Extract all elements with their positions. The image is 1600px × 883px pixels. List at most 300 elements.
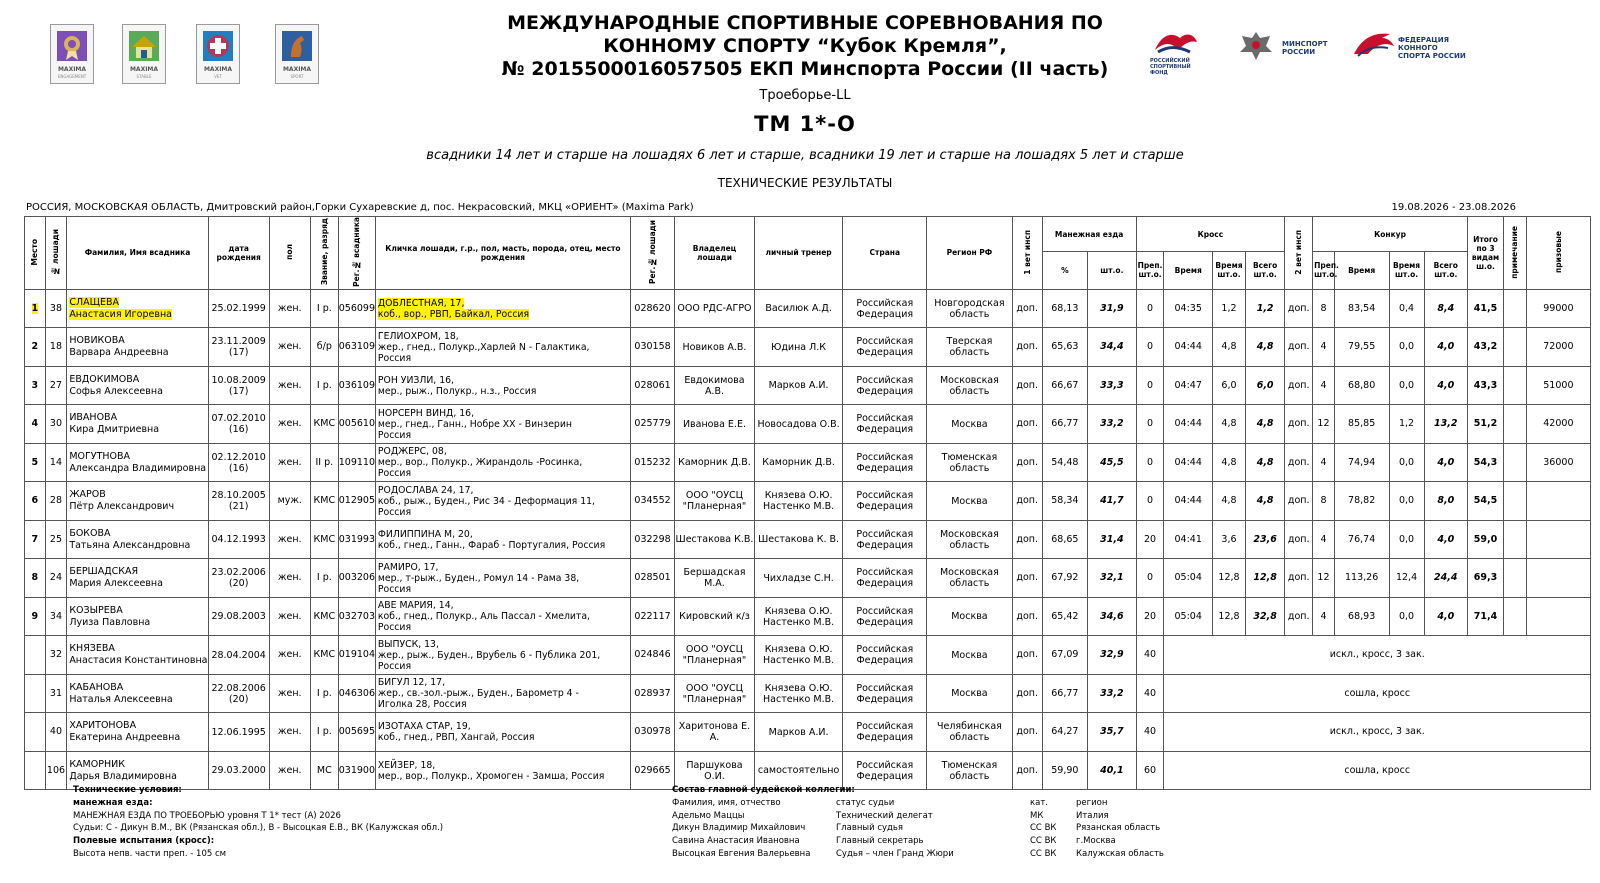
- tech-title: Технические условия:: [73, 785, 182, 795]
- trainer-cell: Марков А.И.: [754, 713, 843, 752]
- dressage-pen-cell: 34,6: [1088, 597, 1137, 636]
- prize-cell: [1526, 520, 1590, 559]
- total-cell: 69,3: [1467, 559, 1503, 598]
- horse-reg-cell: 015232: [630, 443, 674, 482]
- note-cell: [1504, 482, 1527, 521]
- sponsor-text: РОССИЙСКИЙ СПОРТИВНЫЙ ФОНД: [1150, 58, 1191, 76]
- title-line: КОННОМУ СПОРТУ “Кубок Кремля”,: [603, 35, 1007, 57]
- region-cell: Московская область: [927, 520, 1013, 559]
- owner-cell: Харитонова Е. А.: [675, 713, 754, 752]
- tech-dressage-title: манежная езда:: [73, 797, 153, 808]
- country-cell: Российская Федерация: [843, 636, 927, 675]
- trainer-cell: Князева О.Ю. Настенко М.В.: [754, 597, 843, 636]
- cross-time-pen-cell: 12,8: [1212, 559, 1245, 598]
- vet-inspection-2-cell: доп.: [1285, 597, 1313, 636]
- region-cell: Тюменская область: [927, 443, 1013, 482]
- region-cell: Москва: [927, 674, 1013, 713]
- cross-obstacles-cell: 0: [1136, 405, 1164, 444]
- jump-time-cell: 113,26: [1334, 559, 1389, 598]
- country-cell: Российская Федерация: [843, 520, 927, 559]
- stable-icon: [129, 31, 159, 61]
- total-cell: 59,0: [1467, 520, 1503, 559]
- status-cell: сошла, кросс: [1164, 751, 1591, 790]
- col-cross-time-pen: Время шт.о.: [1212, 252, 1245, 290]
- cross-time-cell: 04:35: [1164, 289, 1213, 328]
- rank-cell: I р.: [310, 713, 338, 752]
- trainer-cell: самостоятельно: [754, 751, 843, 790]
- col-vet-inspection-1: 1 вет инсп: [1012, 217, 1042, 290]
- region-cell: Челябинская область: [927, 713, 1013, 752]
- jury-cell: Калужская область: [1076, 848, 1164, 859]
- rider-name-cell: ЕВДОКИМОВА Софья Алексеевна: [67, 366, 208, 405]
- jump-obstacles-cell: 8: [1313, 289, 1335, 328]
- horse-number-cell: 14: [45, 443, 67, 482]
- logo-text: MAXIMA: [282, 66, 312, 73]
- country-cell: Российская Федерация: [843, 289, 927, 328]
- birth-date-cell: 07.02.2010 (16): [208, 405, 269, 444]
- tech-cross-height: Высота непв. части преп. - 105 см: [73, 848, 227, 859]
- tech-cross-title: Полевые испытания (кросс):: [73, 836, 215, 847]
- jump-time-pen-cell: 0,0: [1389, 443, 1424, 482]
- dressage-pen-cell: 31,9: [1088, 289, 1137, 328]
- horse-cell: РОДЖЕРС, 08, мер., вор., Полукр., Жирандоль -Росинка, Россия: [375, 443, 630, 482]
- jury-grid: [672, 797, 1232, 861]
- dressage-pct-cell: 67,09: [1042, 636, 1087, 675]
- jump-time-pen-cell: 0,0: [1389, 328, 1424, 367]
- col-jump-obstacles: Преп. шт.о.: [1313, 252, 1335, 290]
- vet-inspection-2-cell: доп.: [1285, 443, 1313, 482]
- rank-cell: КМС: [310, 520, 338, 559]
- jump-time-pen-cell: 1,2: [1389, 405, 1424, 444]
- prize-cell: 36000: [1526, 443, 1590, 482]
- col-place: Место: [25, 217, 46, 290]
- horse-reg-cell: 028061: [630, 366, 674, 405]
- cross-total-cell: 4,8: [1246, 405, 1285, 444]
- sponsor-text: МИНСПОРТ РОССИИ: [1282, 40, 1328, 56]
- cross-total-cell: 23,6: [1246, 520, 1285, 559]
- horse-cell: РАМИРО, 17, мер., т-рыж., Буден., Ромул 14 - Рама 38, Россия: [375, 559, 630, 598]
- cross-total-cell: 4,8: [1246, 482, 1285, 521]
- jump-obstacles-cell: 4: [1313, 520, 1335, 559]
- vet-inspection-2-cell: доп.: [1285, 520, 1313, 559]
- dressage-pct-cell: 59,90: [1042, 751, 1087, 790]
- place-cell: 3: [25, 366, 46, 405]
- rank-cell: I р.: [310, 674, 338, 713]
- logo-text: MAXIMA: [203, 66, 233, 73]
- col-rider-reg: Рег.№ всадника: [338, 217, 375, 290]
- rider-reg-cell: 005695: [338, 713, 375, 752]
- jump-obstacles-cell: 12: [1313, 405, 1335, 444]
- total-cell: 43,3: [1467, 366, 1503, 405]
- col-trainer: личный тренер: [754, 217, 843, 290]
- birth-date-cell: 22.08.2006 (20): [208, 674, 269, 713]
- horse-head-icon: [282, 31, 312, 61]
- col-rider: Фамилия, Имя всадника: [67, 217, 208, 290]
- cross-obstacles-cell: 0: [1136, 328, 1164, 367]
- jury-cell: Савина Анастасия Ивановна: [672, 836, 800, 847]
- rank-cell: КМС: [310, 597, 338, 636]
- horse-number-cell: 32: [45, 636, 67, 675]
- rider-reg-cell: 031993: [338, 520, 375, 559]
- jump-obstacles-cell: 4: [1313, 366, 1335, 405]
- horse-number-cell: 40: [45, 713, 67, 752]
- region-cell: Московская область: [927, 559, 1013, 598]
- jump-time-cell: 79,55: [1334, 328, 1389, 367]
- dressage-pct-cell: 67,92: [1042, 559, 1087, 598]
- participation-conditions: всадники 14 лет и старше на лошадях 6 лет и старше, всадники 19 лет и старше на лошадях 5 лет и старше: [426, 148, 1184, 163]
- cross-obstacles-cell: 40: [1136, 636, 1164, 675]
- jury-cell: СС ВК: [1030, 823, 1057, 834]
- vet-inspection-2-cell: доп.: [1285, 328, 1313, 367]
- owner-cell: ООО "ОУСЦ "Планерная": [675, 636, 754, 675]
- maxima-engagement-logo: [50, 24, 94, 84]
- jury-cell: г.Москва: [1076, 836, 1116, 847]
- horse-number-cell: 38: [45, 289, 67, 328]
- horse-reg-cell: 028501: [630, 559, 674, 598]
- technical-conditions: [73, 784, 633, 861]
- dressage-pen-cell: 40,1: [1088, 751, 1137, 790]
- birth-date-cell: 23.11.2009 (17): [208, 328, 269, 367]
- place-cell: 8: [25, 559, 46, 598]
- logo-subtext: SPORT: [290, 74, 304, 79]
- jury-cell: Рязанская область: [1076, 823, 1161, 834]
- prize-cell: 42000: [1526, 405, 1590, 444]
- jump-time-pen-cell: 0,4: [1389, 289, 1424, 328]
- sex-cell: жен.: [269, 366, 310, 405]
- cross-obstacles-cell: 60: [1136, 751, 1164, 790]
- jury-header-cell: регион: [1076, 797, 1108, 808]
- place-cell: [25, 751, 46, 790]
- jury-cell: Адельмо Маццы: [672, 810, 745, 821]
- jury-header-cell: кат.: [1030, 797, 1048, 808]
- table-row: [25, 328, 1591, 367]
- rider-name-cell: ИВАНОВА Кира Дмитриевна: [67, 405, 208, 444]
- dressage-pen-cell: 32,9: [1088, 636, 1137, 675]
- vet-inspection-2-cell: доп.: [1285, 482, 1313, 521]
- horse-reg-cell: 034552: [630, 482, 674, 521]
- col-prize: призовые: [1526, 217, 1590, 290]
- dressage-pct-cell: 64,27: [1042, 713, 1087, 752]
- rider-reg-cell: 032703: [338, 597, 375, 636]
- horse-swoosh-icon: [1352, 28, 1396, 58]
- note-cell: [1504, 328, 1527, 367]
- dressage-pen-cell: 32,1: [1088, 559, 1137, 598]
- cross-total-cell: 1,2: [1246, 289, 1285, 328]
- rank-cell: I р.: [310, 366, 338, 405]
- place-cell: 5: [25, 443, 46, 482]
- rider-name-cell: ХАРИТОНОВА Екатерина Андреевна: [67, 713, 208, 752]
- dressage-pct-cell: 54,48: [1042, 443, 1087, 482]
- owner-cell: Кировский к/з: [675, 597, 754, 636]
- sex-cell: жен.: [269, 328, 310, 367]
- col-dressage-pen: шт.о.: [1088, 252, 1137, 290]
- discipline: Троеборье-LL: [759, 88, 851, 103]
- place-cell: [25, 713, 46, 752]
- sex-cell: жен.: [269, 597, 310, 636]
- cross-time-pen-cell: 4,8: [1212, 405, 1245, 444]
- note-cell: [1504, 443, 1527, 482]
- sex-cell: жен.: [269, 405, 310, 444]
- jury-cell: Главный секретарь: [836, 836, 924, 847]
- horse-number-cell: 27: [45, 366, 67, 405]
- equestrian-federation-logo: [1352, 28, 1472, 72]
- page-title: [420, 12, 1190, 81]
- vet-inspection-1-cell: доп.: [1012, 636, 1042, 675]
- jump-time-cell: 85,85: [1334, 405, 1389, 444]
- judging-panel: [672, 784, 1232, 861]
- maxima-stable-logo: [122, 24, 166, 84]
- jump-time-pen-cell: 0,0: [1389, 520, 1424, 559]
- dressage-pct-cell: 58,34: [1042, 482, 1087, 521]
- horse-cell: НОРСЕРН ВИНД, 16, мер., гнед., Ганн., Нобре XX - Винзерин Россия: [375, 405, 630, 444]
- rider-reg-cell: 063109: [338, 328, 375, 367]
- col-rank: Звание, разряд: [310, 217, 338, 290]
- sex-cell: жен.: [269, 713, 310, 752]
- minsport-logo: [1238, 28, 1338, 72]
- country-cell: Российская Федерация: [843, 597, 927, 636]
- rider-reg-cell: 005610: [338, 405, 375, 444]
- country-cell: Российская Федерация: [843, 674, 927, 713]
- total-cell: 43,2: [1467, 328, 1503, 367]
- table-row: [25, 405, 1591, 444]
- table-row: [25, 289, 1591, 328]
- dressage-pen-cell: 33,2: [1088, 674, 1137, 713]
- cross-total-cell: 32,8: [1246, 597, 1285, 636]
- prize-cell: 99000: [1526, 289, 1590, 328]
- jump-total-cell: 13,2: [1424, 405, 1467, 444]
- venue: РОССИЯ, МОСКОВСКАЯ ОБЛАСТЬ, Дмитровский район,Горки Сухаревские д, пос. Некрасовский, МКЦ «ОРИЕНТ» (Maxima Park): [26, 202, 694, 213]
- rank-cell: I р.: [310, 559, 338, 598]
- region-cell: Москва: [927, 597, 1013, 636]
- col-dressage-pct: %: [1042, 252, 1087, 290]
- rider-reg-cell: 012905: [338, 482, 375, 521]
- col-horse-reg: Рег.№ лошади: [630, 217, 674, 290]
- total-cell: 41,5: [1467, 289, 1503, 328]
- region-cell: Москва: [927, 636, 1013, 675]
- cross-obstacles-cell: 0: [1136, 443, 1164, 482]
- title-line: МЕЖДУНАРОДНЫЕ СПОРТИВНЫЕ СОРЕВНОВАНИЯ ПО: [507, 12, 1103, 34]
- tech-dressage-test: МАНЕЖНАЯ ЕЗДА ПО ТРОЕБОРЬЮ уровня Т 1* тест (А) 2026: [73, 810, 341, 821]
- country-cell: Российская Федерация: [843, 559, 927, 598]
- owner-cell: Иванова Е.Е.: [675, 405, 754, 444]
- rider-reg-cell: 031900: [338, 751, 375, 790]
- prize-cell: 51000: [1526, 366, 1590, 405]
- vet-inspection-1-cell: доп.: [1012, 751, 1042, 790]
- cross-time-pen-cell: 4,8: [1212, 443, 1245, 482]
- prize-cell: 72000: [1526, 328, 1590, 367]
- region-cell: Тюменская область: [927, 751, 1013, 790]
- vet-inspection-1-cell: доп.: [1012, 597, 1042, 636]
- total-cell: 51,2: [1467, 405, 1503, 444]
- dressage-pen-cell: 33,2: [1088, 405, 1137, 444]
- jury-cell: МК: [1030, 810, 1044, 821]
- sex-cell: жен.: [269, 636, 310, 675]
- horse-cell: РОН УИЗЛИ, 16, мер., рыж., Полукр., н.з., Россия: [375, 366, 630, 405]
- cross-time-pen-cell: 4,8: [1212, 328, 1245, 367]
- cross-obstacles-cell: 0: [1136, 366, 1164, 405]
- vet-inspection-1-cell: доп.: [1012, 443, 1042, 482]
- cross-time-cell: 04:44: [1164, 443, 1213, 482]
- jump-time-cell: 76,74: [1334, 520, 1389, 559]
- horse-reg-cell: 029665: [630, 751, 674, 790]
- cross-time-cell: 05:04: [1164, 597, 1213, 636]
- jury-header-cell: статус судьи: [836, 797, 895, 808]
- rider-reg-cell: 019104: [338, 636, 375, 675]
- region-cell: Московская область: [927, 366, 1013, 405]
- vet-cross-icon: [203, 31, 233, 61]
- rider-name-cell: МОГУТНОВА Александра Владимировна: [67, 443, 208, 482]
- maxima-sport-logo: [275, 24, 319, 84]
- dressage-pct-cell: 65,63: [1042, 328, 1087, 367]
- jump-obstacles-cell: 8: [1313, 482, 1335, 521]
- rider-name-cell: ЖАРОВ Пётр Александрович: [67, 482, 208, 521]
- cross-obstacles-cell: 20: [1136, 597, 1164, 636]
- logo-subtext: STABLE: [136, 74, 152, 79]
- country-cell: Российская Федерация: [843, 482, 927, 521]
- birth-date-cell: 10.08.2009 (17): [208, 366, 269, 405]
- rank-cell: МС: [310, 751, 338, 790]
- region-cell: Москва: [927, 482, 1013, 521]
- owner-cell: Каморник Д.В.: [675, 443, 754, 482]
- table-row: [25, 713, 1591, 752]
- jump-obstacles-cell: 4: [1313, 597, 1335, 636]
- horse-number-cell: 31: [45, 674, 67, 713]
- note-cell: [1504, 559, 1527, 598]
- rider-name-cell: БЕРШАДСКАЯ Мария Алексеевна: [67, 559, 208, 598]
- sponsor-text: ФЕДЕРАЦИЯ КОННОГО СПОРТА РОССИИ: [1398, 36, 1466, 60]
- country-cell: Российская Федерация: [843, 366, 927, 405]
- rank-cell: I р.: [310, 289, 338, 328]
- vet-inspection-2-cell: доп.: [1285, 366, 1313, 405]
- country-cell: Российская Федерация: [843, 405, 927, 444]
- rank-cell: КМС: [310, 405, 338, 444]
- birth-date-cell: 04.12.1993: [208, 520, 269, 559]
- horse-reg-cell: 024846: [630, 636, 674, 675]
- horse-cell: БИГУЛ 12, 17, жер., св.-зол.-рыж., Буден., Барометр 4 - Иголка 28, Россия: [375, 674, 630, 713]
- vet-inspection-2-cell: доп.: [1285, 289, 1313, 328]
- col-jump-time-pen: Время шт.о.: [1389, 252, 1424, 290]
- vet-inspection-1-cell: доп.: [1012, 328, 1042, 367]
- total-cell: 54,5: [1467, 482, 1503, 521]
- sex-cell: жен.: [269, 443, 310, 482]
- jump-total-cell: 8,4: [1424, 289, 1467, 328]
- table-row: [25, 482, 1591, 521]
- note-cell: [1504, 597, 1527, 636]
- jury-cell: Технический делегат: [836, 810, 933, 821]
- cross-time-cell: 04:41: [1164, 520, 1213, 559]
- jump-time-cell: 83,54: [1334, 289, 1389, 328]
- title-line: № 2015500016057505 ЕКП Минспорта России (II часть): [501, 58, 1109, 80]
- owner-cell: ООО РДС-АГРО: [675, 289, 754, 328]
- horse-reg-cell: 028937: [630, 674, 674, 713]
- cross-total-cell: 4,8: [1246, 328, 1285, 367]
- horse-number-cell: 25: [45, 520, 67, 559]
- rider-name-cell: КОЗЫРЕВА Луиза Павловна: [67, 597, 208, 636]
- note-cell: [1504, 405, 1527, 444]
- jump-time-cell: 74,94: [1334, 443, 1389, 482]
- col-birth: дата рождения: [208, 217, 269, 290]
- country-cell: Российская Федерация: [843, 751, 927, 790]
- country-cell: Российская Федерация: [843, 713, 927, 752]
- horse-number-cell: 24: [45, 559, 67, 598]
- cross-time-pen-cell: 6,0: [1212, 366, 1245, 405]
- cross-time-cell: 04:44: [1164, 482, 1213, 521]
- owner-cell: ООО "ОУСЦ "Планерная": [675, 482, 754, 521]
- jump-obstacles-cell: 12: [1313, 559, 1335, 598]
- trainer-cell: Князева О.Ю. Настенко М.В.: [754, 482, 843, 521]
- dressage-pct-cell: 66,67: [1042, 366, 1087, 405]
- col-total: Итого по 3 видам ш.о.: [1467, 217, 1503, 290]
- cross-time-pen-cell: 3,6: [1212, 520, 1245, 559]
- horse-number-cell: 18: [45, 328, 67, 367]
- owner-cell: Бершадская М.А.: [675, 559, 754, 598]
- horse-cell: РОДОСЛАВА 24, 17, коб., рыж., Буден., Рис 34 - Деформация 11, Россия: [375, 482, 630, 521]
- place-cell: [25, 674, 46, 713]
- competition-category: ТМ 1*-О: [754, 112, 856, 136]
- horse-cell: АВЕ МАРИЯ, 14, коб., гнед., Полукр., Аль Пассал - Хмелита, Россия: [375, 597, 630, 636]
- jump-obstacles-cell: 4: [1313, 328, 1335, 367]
- table-row: [25, 636, 1591, 675]
- cross-obstacles-cell: 0: [1136, 482, 1164, 521]
- jury-cell: Главный судья: [836, 823, 904, 834]
- logo-subtext: VET: [214, 74, 222, 79]
- trainer-cell: Новосадова О.В.: [754, 405, 843, 444]
- birth-date-cell: 02.12.2010 (16): [208, 443, 269, 482]
- rider-reg-cell: 003206: [338, 559, 375, 598]
- dressage-pen-cell: 35,7: [1088, 713, 1137, 752]
- vet-inspection-1-cell: доп.: [1012, 289, 1042, 328]
- results-table: [24, 216, 1591, 790]
- rank-cell: II р.: [310, 443, 338, 482]
- dressage-pen-cell: 45,5: [1088, 443, 1137, 482]
- cross-time-cell: 04:44: [1164, 328, 1213, 367]
- horse-reg-cell: 032298: [630, 520, 674, 559]
- event-dates: 19.08.2026 - 23.08.2026: [1391, 202, 1516, 213]
- trainer-cell: Василюк А.Д.: [754, 289, 843, 328]
- owner-cell: Шестакова К.В.: [675, 520, 754, 559]
- prize-cell: [1526, 559, 1590, 598]
- table-header: [25, 217, 1591, 290]
- horse-cell: ИЗОТАХА СТАР, 19, коб., гнед., РВП, Хангай, Россия: [375, 713, 630, 752]
- status-cell: искл., кросс, 3 зак.: [1164, 636, 1591, 675]
- birth-date-cell: 28.10.2005 (21): [208, 482, 269, 521]
- sex-cell: жен.: [269, 520, 310, 559]
- col-country: Страна: [843, 217, 927, 290]
- horse-reg-cell: 028620: [630, 289, 674, 328]
- note-cell: [1504, 289, 1527, 328]
- cross-total-cell: 4,8: [1246, 443, 1285, 482]
- owner-cell: Паршукова О.И.: [675, 751, 754, 790]
- col-sex: пол: [269, 217, 310, 290]
- jury-header-cell: Фамилия, имя, отчество: [672, 797, 781, 808]
- jump-time-pen-cell: 0,0: [1389, 482, 1424, 521]
- horse-number-cell: 28: [45, 482, 67, 521]
- table-row: [25, 559, 1591, 598]
- jump-time-cell: 68,93: [1334, 597, 1389, 636]
- rank-cell: КМС: [310, 482, 338, 521]
- horse-cell: ФИЛИППИНА М, 20, коб., гнед., Ганн., Фараб - Португалия, Россия: [375, 520, 630, 559]
- dressage-pct-cell: 65,42: [1042, 597, 1087, 636]
- vet-inspection-1-cell: доп.: [1012, 559, 1042, 598]
- sex-cell: муж.: [269, 482, 310, 521]
- table-row: [25, 443, 1591, 482]
- horse-number-cell: 30: [45, 405, 67, 444]
- vet-inspection-1-cell: доп.: [1012, 405, 1042, 444]
- rider-name-cell: КАБАНОВА Наталья Алексеевна: [67, 674, 208, 713]
- col-note: примечание: [1504, 217, 1527, 290]
- vet-inspection-1-cell: доп.: [1012, 520, 1042, 559]
- horse-reg-cell: 025779: [630, 405, 674, 444]
